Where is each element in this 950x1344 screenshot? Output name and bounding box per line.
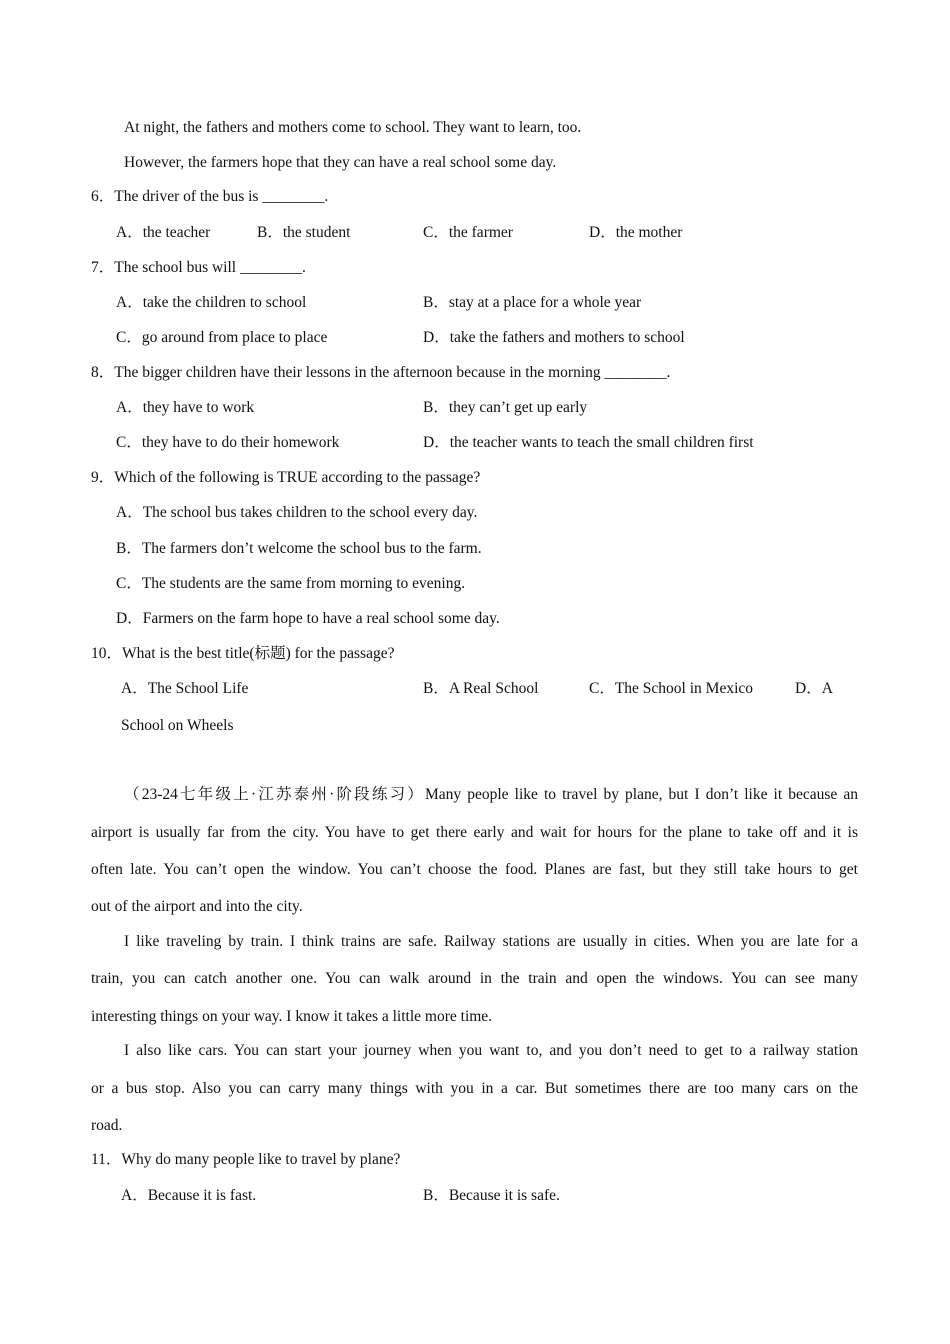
passage2-line: road. bbox=[91, 1117, 123, 1134]
question-10-stem: 10．What is the best title(标题) for the passage? bbox=[91, 645, 395, 662]
q7-option-a: A．take the children to school bbox=[116, 294, 307, 311]
q9-option-c: C．The students are the same from morning to evening. bbox=[116, 575, 466, 592]
q8-option-c: C．they have to do their homework bbox=[116, 434, 340, 451]
passage2-line: interesting things on your way. I know it takes a little more time. bbox=[91, 1008, 493, 1025]
q8-option-a: A．they have to work bbox=[116, 399, 255, 416]
passage-line: At night, the fathers and mothers come to school. They want to learn, too. bbox=[124, 119, 582, 136]
q6-option-a: A．the teacher bbox=[116, 224, 211, 241]
q6-option-b: B．the student bbox=[257, 224, 351, 241]
q9-option-d: D．Farmers on the farm hope to have a real school some day. bbox=[116, 610, 500, 627]
passage2-line: often late. You can’t open the window. You can’t choose the food. Planes are fast, but they still take hours to get bbox=[91, 861, 858, 878]
q9-option-b: B．The farmers don’t welcome the school bus to the farm. bbox=[116, 540, 482, 557]
q11-option-b: B．Because it is safe. bbox=[423, 1187, 560, 1204]
question-11-stem: 11．Why do many people like to travel by plane? bbox=[91, 1151, 401, 1168]
q8-option-b: B．they can’t get up early bbox=[423, 399, 588, 416]
question-9-stem: 9．Which of the following is TRUE according to the passage? bbox=[91, 469, 481, 486]
q10-option-d: D．A bbox=[795, 680, 833, 697]
q10-option-d-continued: School on Wheels bbox=[121, 717, 234, 734]
q10-option-a: A．The School Life bbox=[121, 680, 249, 697]
q7-option-d: D．take the fathers and mothers to school bbox=[423, 329, 685, 346]
q11-option-a: A．Because it is fast. bbox=[121, 1187, 257, 1204]
passage2-line: （23-24七年级上·江苏泰州·阶段练习）Many people like to travel by plane, but I don’t like it because an bbox=[124, 786, 858, 803]
passage-line: However, the farmers hope that they can have a real school some day. bbox=[124, 154, 557, 171]
q10-option-c: C．The School in Mexico bbox=[589, 680, 754, 697]
q7-option-b: B．stay at a place for a whole year bbox=[423, 294, 642, 311]
q8-option-d: D．the teacher wants to teach the small children first bbox=[423, 434, 754, 451]
passage2-line: airport is usually far from the city. You have to get there early and wait for hours for the plane to take off and it is bbox=[91, 824, 858, 841]
question-8-stem: 8．The bigger children have their lessons in the afternoon because in the morning ________. bbox=[91, 364, 671, 381]
passage2-line: I also like cars. You can start your journey when you want to, and you don’t need to get to a railway station bbox=[124, 1042, 858, 1059]
passage2-line: or a bus stop. Also you can carry many things with you in a car. But sometimes there are too many cars on the bbox=[91, 1080, 858, 1097]
q7-option-c: C．go around from place to place bbox=[116, 329, 328, 346]
q6-option-d: D．the mother bbox=[589, 224, 683, 241]
question-7-stem: 7．The school bus will ________. bbox=[91, 259, 306, 276]
passage2-line: train, you can catch another one. You can walk around in the train and open the windows. You can see many bbox=[91, 970, 858, 987]
question-6-stem: 6．The driver of the bus is ________. bbox=[91, 188, 329, 205]
passage2-line: out of the airport and into the city. bbox=[91, 898, 303, 915]
passage2-line: I like traveling by train. I think trains are safe. Railway stations are usually in cities. When you are late for a bbox=[124, 933, 858, 950]
q10-option-b: B．A Real School bbox=[423, 680, 539, 697]
q9-option-a: A．The school bus takes children to the school every day. bbox=[116, 504, 478, 521]
q6-option-c: C．the farmer bbox=[423, 224, 513, 241]
